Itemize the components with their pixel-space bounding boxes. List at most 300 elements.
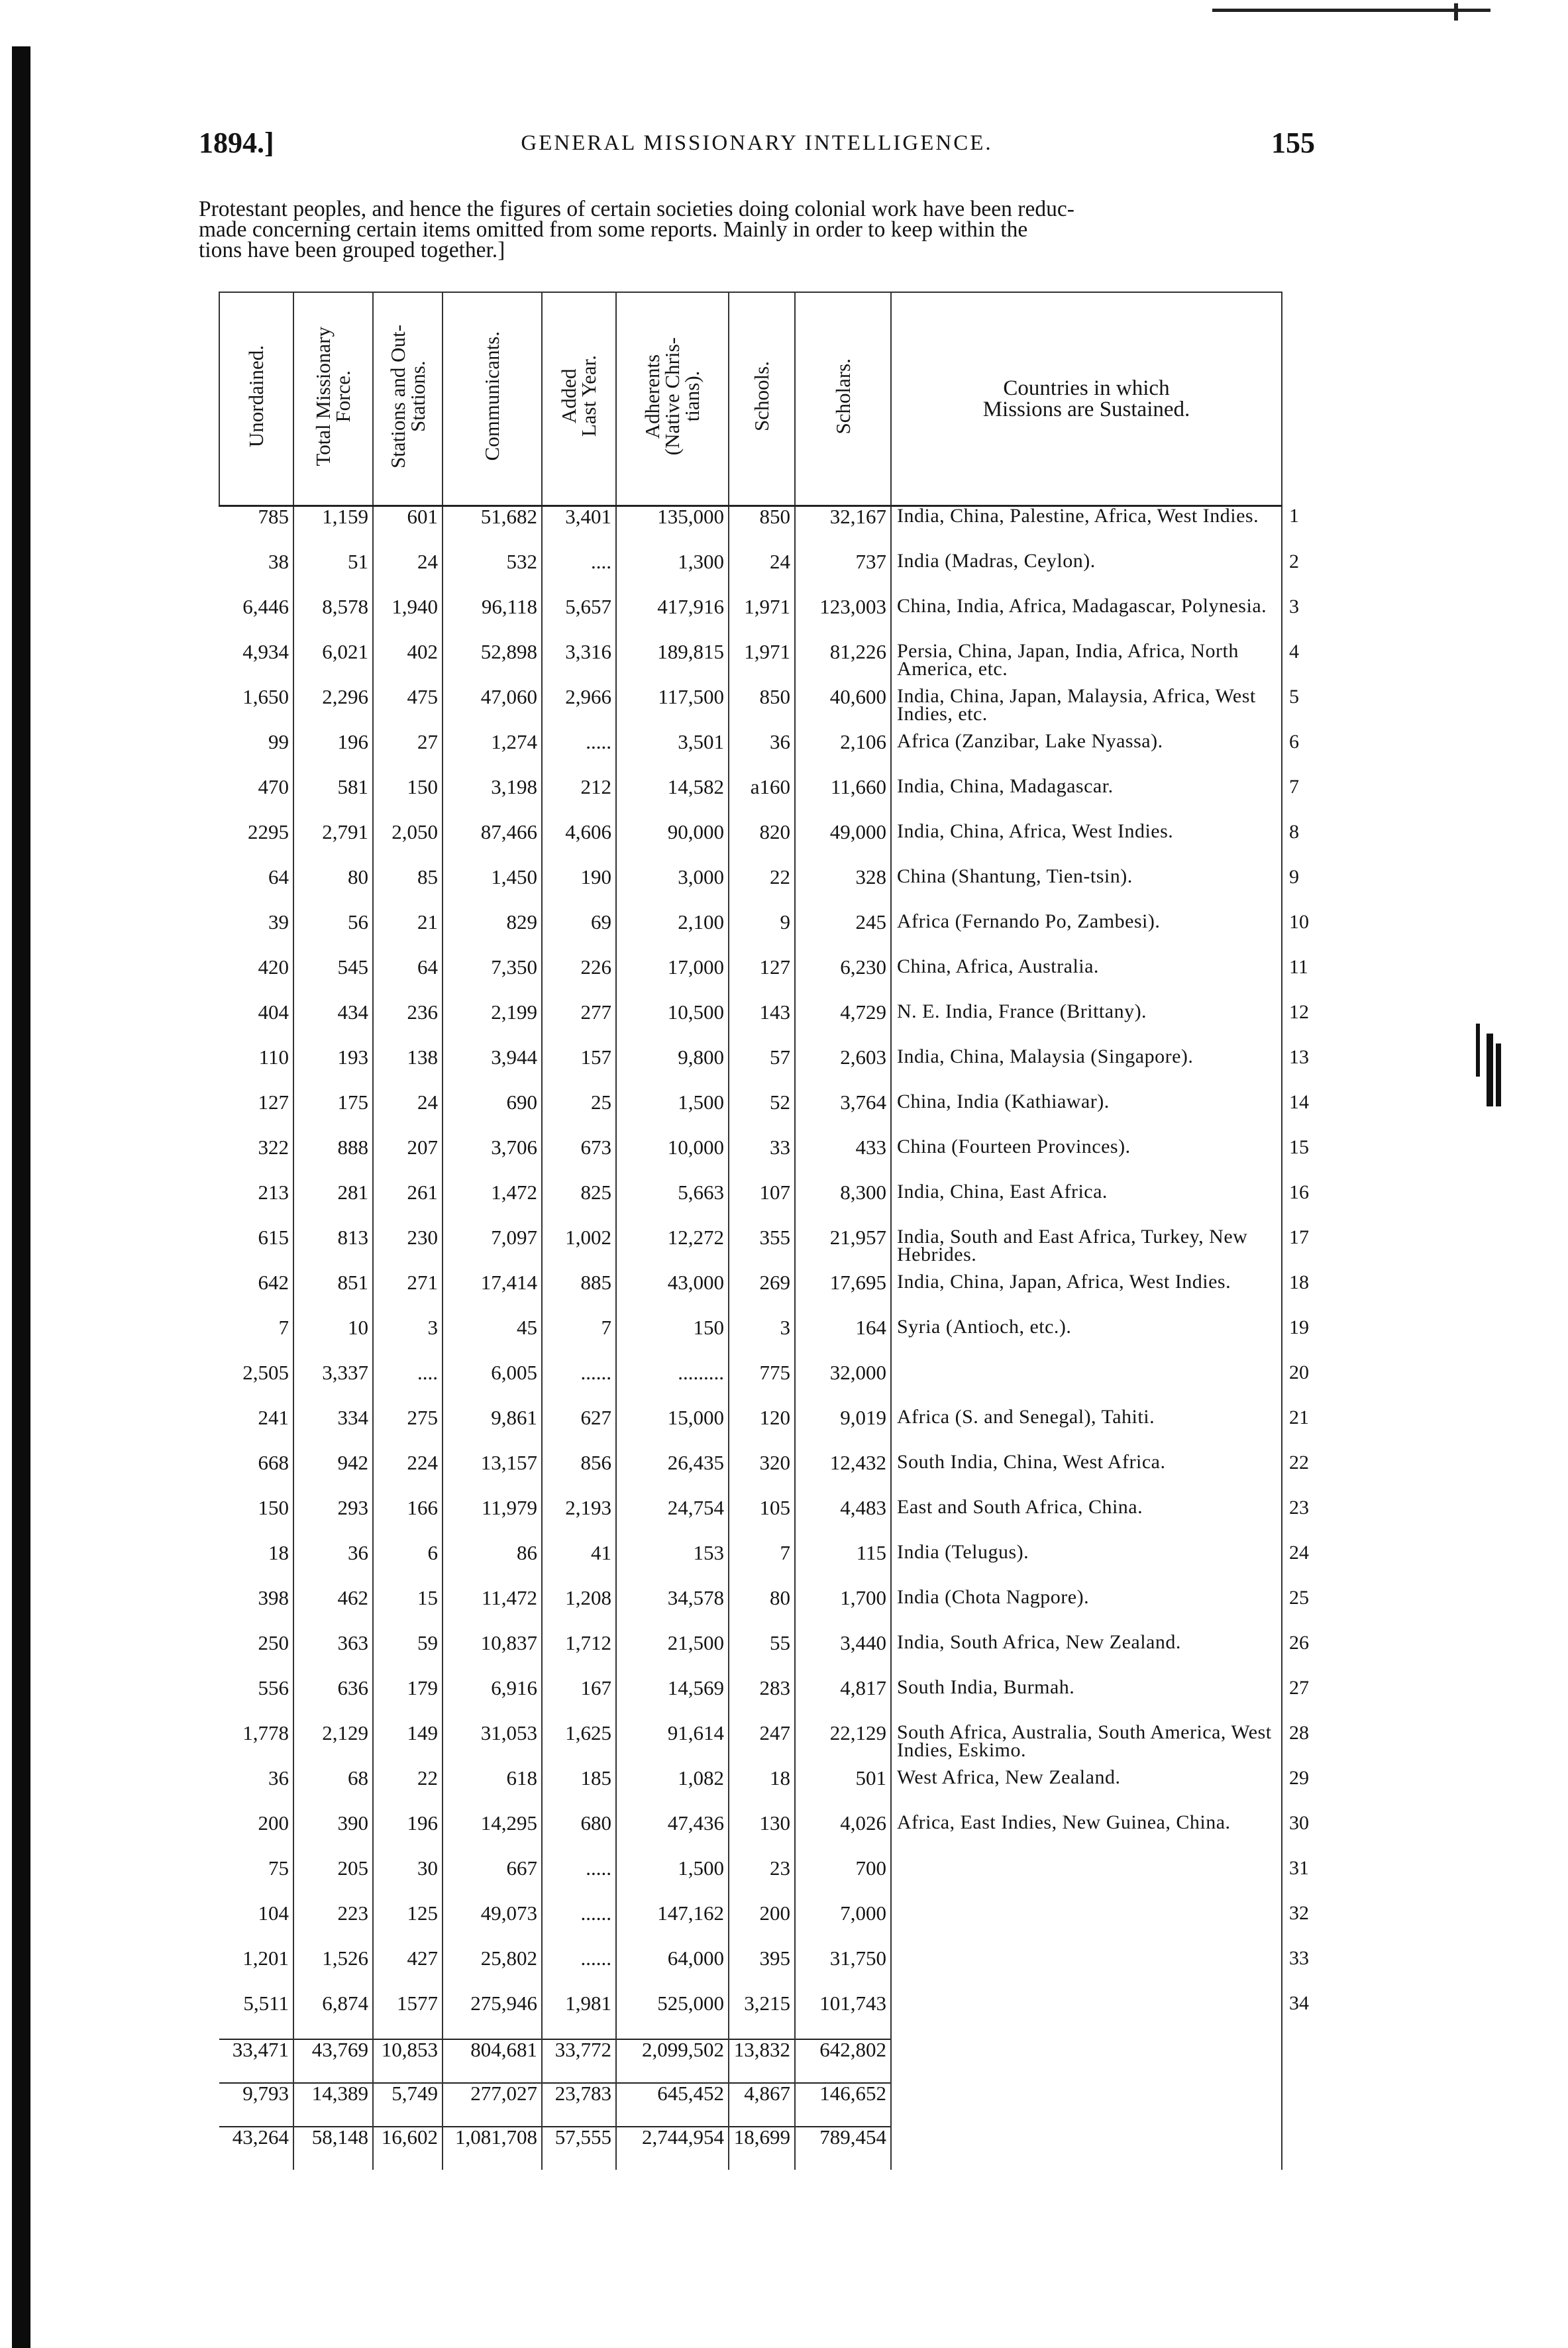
table-row — [219, 687, 1322, 732]
countries-cell: East and South Africa, China. — [891, 1498, 1282, 1543]
table-cell: 21,957 — [795, 1228, 891, 1273]
table-cell: 25,802 — [443, 1948, 542, 1994]
table-cell: 143 — [729, 1002, 795, 1047]
table-cell: 7 — [729, 1543, 795, 1588]
countries-cell: China (Shantung, Tien-tsin). — [891, 867, 1282, 912]
table-cell: 269 — [729, 1273, 795, 1318]
table-row — [219, 777, 1322, 822]
table-cell: 1,082 — [616, 1768, 729, 1813]
total-cell: 9,793 — [219, 2083, 293, 2127]
table-row — [219, 1408, 1322, 1453]
table-cell: 223 — [293, 1903, 373, 1948]
countries-cell: Africa (Fernando Po, Zambesi). — [891, 912, 1282, 957]
table-cell: 27 — [373, 732, 443, 777]
table-cell: 3,401 — [542, 506, 616, 553]
table-cell: 5,663 — [616, 1183, 729, 1228]
table-cell: 75 — [219, 1858, 293, 1903]
table-cell: 420 — [219, 957, 293, 1002]
intro-line: tions have been grouped together.] — [199, 238, 505, 262]
total-cell: 1,081,708 — [443, 2127, 542, 2170]
countries-cell: India (Telugus). — [891, 1543, 1282, 1588]
table-cell: 1,526 — [293, 1948, 373, 1994]
table-cell: 99 — [219, 732, 293, 777]
row-number: 24 — [1289, 1542, 1309, 1564]
table-row — [219, 1723, 1322, 1768]
col-header-schools: Schools. — [729, 292, 795, 506]
table-cell: 328 — [795, 867, 891, 912]
table-cell: 6,230 — [795, 957, 891, 1002]
table-cell: 615 — [219, 1228, 293, 1273]
scan-speck — [1496, 1043, 1501, 1106]
table-cell: 32,167 — [795, 506, 891, 553]
table-cell: 4,026 — [795, 1813, 891, 1858]
table-cell: 737 — [795, 552, 891, 597]
table-cell: 277 — [542, 1002, 616, 1047]
countries-cell: Persia, China, Japan, India, Africa, North America, etc. — [891, 642, 1282, 687]
row-number: 1 — [1289, 504, 1299, 527]
table-cell: 4,483 — [795, 1498, 891, 1543]
table-cell: 3,215 — [729, 1994, 795, 2039]
countries-cell: South Africa, Australia, South America, West Indies, Eskimo. — [891, 1723, 1282, 1768]
table-cell: 6 — [373, 1543, 443, 1588]
table-cell: 9,861 — [443, 1408, 542, 1453]
table-cell: 26,435 — [616, 1453, 729, 1498]
table-row — [219, 506, 1322, 553]
table-cell: 470 — [219, 777, 293, 822]
table-row — [219, 1948, 1322, 1994]
table-cell: 164 — [795, 1318, 891, 1363]
table-cell: 820 — [729, 822, 795, 867]
table-cell: 64,000 — [616, 1948, 729, 1994]
countries-cell — [891, 1363, 1282, 1408]
header-row — [219, 292, 1322, 506]
table-cell: 226 — [542, 957, 616, 1002]
table-cell: 10,500 — [616, 1002, 729, 1047]
table-cell: 856 — [542, 1453, 616, 1498]
table-cell: 17,414 — [443, 1273, 542, 1318]
table-cell: 52 — [729, 1093, 795, 1138]
table-cell: 85 — [373, 867, 443, 912]
table-row — [219, 732, 1322, 777]
table-row — [219, 1588, 1322, 1633]
col-header-stations: Stations and Out- Stations. — [373, 292, 443, 506]
table-cell: 545 — [293, 957, 373, 1002]
row-number: 6 — [1289, 731, 1299, 753]
table-cell: 2,505 — [219, 1363, 293, 1408]
table-cell: 52,898 — [443, 642, 542, 687]
total-cell: 43,264 — [219, 2127, 293, 2170]
row-number: 26 — [1289, 1632, 1309, 1654]
table-cell: 107 — [729, 1183, 795, 1228]
table-cell: 427 — [373, 1948, 443, 1994]
total-cell: 58,148 — [293, 2127, 373, 2170]
table-cell: 556 — [219, 1678, 293, 1723]
table-cell: 4,934 — [219, 642, 293, 687]
table-cell: 2,050 — [373, 822, 443, 867]
countries-cell: India, China, Palestine, Africa, West Indies. — [891, 506, 1282, 553]
table-cell: 4,817 — [795, 1678, 891, 1723]
table-cell: 667 — [443, 1858, 542, 1903]
table-cell: 627 — [542, 1408, 616, 1453]
table-cell: 90,000 — [616, 822, 729, 867]
table-cell: 5,657 — [542, 597, 616, 642]
table-cell: 245 — [795, 912, 891, 957]
total-cell: 23,783 — [542, 2083, 616, 2127]
row-number: 17 — [1289, 1226, 1309, 1248]
table-row — [219, 1498, 1322, 1543]
table-cell: 668 — [219, 1453, 293, 1498]
table-cell: 8,300 — [795, 1183, 891, 1228]
table-cell: 127 — [219, 1093, 293, 1138]
table-cell: 3,000 — [616, 867, 729, 912]
table-cell: 36 — [219, 1768, 293, 1813]
table-cell: 51,682 — [443, 506, 542, 553]
table-cell: 135,000 — [616, 506, 729, 553]
table-cell: 150 — [219, 1498, 293, 1543]
table-cell: 433 — [795, 1138, 891, 1183]
table-row — [219, 642, 1322, 687]
table-cell: 322 — [219, 1138, 293, 1183]
table-cell: 11,472 — [443, 1588, 542, 1633]
table-cell: 7 — [542, 1318, 616, 1363]
total-cell: 789,454 — [795, 2127, 891, 2170]
table-cell: 3 — [373, 1318, 443, 1363]
table-cell: 15,000 — [616, 1408, 729, 1453]
table-cell: 31,053 — [443, 1723, 542, 1768]
countries-cell: India, South Africa, New Zealand. — [891, 1633, 1282, 1678]
table-cell: 96,118 — [443, 597, 542, 642]
table-cell: 417,916 — [616, 597, 729, 642]
table-cell: 55 — [729, 1633, 795, 1678]
table-cell: 6,874 — [293, 1994, 373, 2039]
table-cell: 636 — [293, 1678, 373, 1723]
table-row — [219, 1047, 1322, 1093]
table-cell: 1,500 — [616, 1093, 729, 1138]
table-row — [219, 912, 1322, 957]
table-cell: 87,466 — [443, 822, 542, 867]
table-cell: 101,743 — [795, 1994, 891, 2039]
countries-cell: Africa, East Indies, New Guinea, China. — [891, 1813, 1282, 1858]
table-cell: 275,946 — [443, 1994, 542, 2039]
table-cell: 851 — [293, 1273, 373, 1318]
row-number: 14 — [1289, 1091, 1309, 1113]
table-cell: 785 — [219, 506, 293, 553]
table-cell: 7,350 — [443, 957, 542, 1002]
countries-cell — [891, 1858, 1282, 1903]
table-cell: 475 — [373, 687, 443, 732]
countries-cell: South India, Burmah. — [891, 1678, 1282, 1723]
row-number: 19 — [1289, 1316, 1309, 1338]
table-cell: 21,500 — [616, 1633, 729, 1678]
table-cell: 49,000 — [795, 822, 891, 867]
table-cell: 49,073 — [443, 1903, 542, 1948]
table-cell: 59 — [373, 1633, 443, 1678]
table-row — [219, 1813, 1322, 1858]
table-cell: 2,129 — [293, 1723, 373, 1768]
table-row — [219, 1903, 1322, 1948]
table-cell: 38 — [219, 552, 293, 597]
table-cell: 12,432 — [795, 1453, 891, 1498]
table-cell: ...... — [542, 1948, 616, 1994]
table-cell: 642 — [219, 1273, 293, 1318]
table-cell: 18 — [219, 1543, 293, 1588]
table-cell: 57 — [729, 1047, 795, 1093]
table-cell: 850 — [729, 506, 795, 553]
countries-cell: West Africa, New Zealand. — [891, 1768, 1282, 1813]
table-cell: 532 — [443, 552, 542, 597]
table-cell: 2,193 — [542, 1498, 616, 1543]
countries-cell: India, South and East Africa, Turkey, New Hebrides. — [891, 1228, 1282, 1273]
table-cell: 91,614 — [616, 1723, 729, 1768]
table-cell: 261 — [373, 1183, 443, 1228]
table-cell: 32,000 — [795, 1363, 891, 1408]
table-cell: 14,569 — [616, 1678, 729, 1723]
table-cell: 1,300 — [616, 552, 729, 597]
table-row — [219, 597, 1322, 642]
table-cell: 105 — [729, 1498, 795, 1543]
table-cell: 40,600 — [795, 687, 891, 732]
table-cell: 271 — [373, 1273, 443, 1318]
table-row — [219, 1273, 1322, 1318]
table-cell: 110 — [219, 1047, 293, 1093]
table-cell: 10 — [293, 1318, 373, 1363]
row-number: 16 — [1289, 1181, 1309, 1203]
row-number: 15 — [1289, 1136, 1309, 1158]
countries-cell — [891, 1948, 1282, 1994]
row-number: 5 — [1289, 686, 1299, 708]
table-cell: 5,511 — [219, 1994, 293, 2039]
table-cell: 120 — [729, 1408, 795, 1453]
table-cell: 1,981 — [542, 1994, 616, 2039]
table-cell: 885 — [542, 1273, 616, 1318]
row-number: 2 — [1289, 551, 1299, 572]
table-cell: 150 — [616, 1318, 729, 1363]
table-row — [219, 822, 1322, 867]
table-cell: 30 — [373, 1858, 443, 1903]
table-body — [219, 506, 1322, 2170]
table-cell: 2,791 — [293, 822, 373, 867]
table-cell: 11,979 — [443, 1498, 542, 1543]
table-cell: 167 — [542, 1678, 616, 1723]
table-cell: 175 — [293, 1093, 373, 1138]
table-cell: 24 — [373, 552, 443, 597]
scan-edge-tick — [1454, 3, 1458, 21]
table-cell: 2,106 — [795, 732, 891, 777]
mission-statistics-table — [219, 292, 1322, 2170]
table-cell: 247 — [729, 1723, 795, 1768]
table-row — [219, 1633, 1322, 1678]
table-cell: 690 — [443, 1093, 542, 1138]
countries-cell: N. E. India, France (Brittany). — [891, 1002, 1282, 1047]
table-cell: 293 — [293, 1498, 373, 1543]
table-cell: 190 — [542, 867, 616, 912]
total-cell: 14,389 — [293, 2083, 373, 2127]
table-cell: 81,226 — [795, 642, 891, 687]
countries-cell: India, China, Malaysia (Singapore). — [891, 1047, 1282, 1093]
col-header-communicants: Communicants. — [443, 292, 542, 506]
table-cell: 680 — [542, 1813, 616, 1858]
table-cell: 212 — [542, 777, 616, 822]
col-header-scholars: Scholars. — [795, 292, 891, 506]
table-cell: 24,754 — [616, 1498, 729, 1543]
table-cell: 24 — [729, 552, 795, 597]
empty-cell — [891, 2127, 1282, 2170]
table-cell: 196 — [293, 732, 373, 777]
totals-row — [219, 2083, 1322, 2127]
countries-cell: India, China, Japan, Malaysia, Africa, West Indies, etc. — [891, 687, 1282, 732]
table-cell: 3,706 — [443, 1138, 542, 1183]
table-cell: 149 — [373, 1723, 443, 1768]
row-number: 4 — [1289, 641, 1299, 663]
row-number: 21 — [1289, 1407, 1309, 1428]
col-header-adherents: Adherents (Native Chris- tians). — [616, 292, 729, 506]
table-cell: 404 — [219, 1002, 293, 1047]
totals-row — [219, 2127, 1322, 2170]
table-cell: ..... — [542, 732, 616, 777]
table-cell: 125 — [373, 1903, 443, 1948]
page-year: 1894.] — [199, 127, 274, 159]
table-cell: 207 — [373, 1138, 443, 1183]
table-cell: 189,815 — [616, 642, 729, 687]
page-number: 155 — [1271, 127, 1315, 159]
scan-speck — [1476, 1024, 1480, 1077]
table-cell: 22 — [729, 867, 795, 912]
table-cell: 1,450 — [443, 867, 542, 912]
table-cell: 6,021 — [293, 642, 373, 687]
table-cell: 1,002 — [542, 1228, 616, 1273]
table-cell: 25 — [542, 1093, 616, 1138]
table-cell: 6,916 — [443, 1678, 542, 1723]
table-cell: 402 — [373, 642, 443, 687]
table-cell: 127 — [729, 957, 795, 1002]
table-cell: 17,000 — [616, 957, 729, 1002]
table-cell: 23 — [729, 1858, 795, 1903]
table-cell: 205 — [293, 1858, 373, 1903]
table-cell: 15 — [373, 1588, 443, 1633]
countries-cell: China, India, Africa, Madagascar, Polynesia. — [891, 597, 1282, 642]
table-cell: 1577 — [373, 1994, 443, 2039]
table-row — [219, 1183, 1322, 1228]
table-cell: 4,606 — [542, 822, 616, 867]
table-cell: 942 — [293, 1453, 373, 1498]
table-cell: 700 — [795, 1858, 891, 1903]
empty-cell — [891, 2083, 1282, 2127]
total-cell: 33,772 — [542, 2039, 616, 2083]
table-cell: 138 — [373, 1047, 443, 1093]
row-number: 22 — [1289, 1452, 1309, 1473]
table-cell: 501 — [795, 1768, 891, 1813]
table-cell: ...... — [542, 1903, 616, 1948]
total-cell: 4,867 — [729, 2083, 795, 2127]
table-row — [219, 1138, 1322, 1183]
table-cell: 47,060 — [443, 687, 542, 732]
table-row — [219, 1858, 1322, 1903]
intro-line: made concerning certain items omitted from some reports. Mainly in order to keep within the — [199, 217, 1028, 242]
countries-cell: China (Fourteen Provinces). — [891, 1138, 1282, 1183]
countries-cell: India, China, East Africa. — [891, 1183, 1282, 1228]
row-number: 33 — [1289, 1947, 1309, 1969]
row-number: 10 — [1289, 911, 1309, 933]
table-row — [219, 1994, 1322, 2039]
total-cell: 2,099,502 — [616, 2039, 729, 2083]
table-cell: 250 — [219, 1633, 293, 1678]
empty-cell — [1282, 2039, 1322, 2083]
table-cell: ..... — [542, 1858, 616, 1903]
table-row — [219, 1002, 1322, 1047]
table-cell: 9 — [729, 912, 795, 957]
table-cell: 64 — [373, 957, 443, 1002]
table-row — [219, 1318, 1322, 1363]
table-cell: 3,316 — [542, 642, 616, 687]
table-cell: 601 — [373, 506, 443, 553]
table-cell: 7,000 — [795, 1903, 891, 1948]
table-cell: 390 — [293, 1813, 373, 1858]
total-cell: 146,652 — [795, 2083, 891, 2127]
table-cell: 166 — [373, 1498, 443, 1543]
table-cell: 320 — [729, 1453, 795, 1498]
table-cell: 200 — [729, 1903, 795, 1948]
table-cell: 69 — [542, 912, 616, 957]
table-cell: 1,159 — [293, 506, 373, 553]
table-cell: 1,625 — [542, 1723, 616, 1768]
table-cell: 196 — [373, 1813, 443, 1858]
table-cell: 185 — [542, 1768, 616, 1813]
table-cell: 150 — [373, 777, 443, 822]
table-cell: 2,296 — [293, 687, 373, 732]
table-cell: 14,295 — [443, 1813, 542, 1858]
row-number: 20 — [1289, 1361, 1309, 1383]
table-cell: ...... — [542, 1363, 616, 1408]
col-header-total-force: Total Missionary Force. — [293, 292, 373, 506]
table-cell: 56 — [293, 912, 373, 957]
table-cell: 395 — [729, 1948, 795, 1994]
table-cell: 1,700 — [795, 1588, 891, 1633]
row-number: 9 — [1289, 866, 1299, 888]
table-cell: 36 — [293, 1543, 373, 1588]
table-cell: 775 — [729, 1363, 795, 1408]
intro-line: Protestant peoples, and hence the figures of certain societies doing colonial work have been reduc- — [199, 197, 1074, 221]
table-cell: 850 — [729, 687, 795, 732]
table-cell: 283 — [729, 1678, 795, 1723]
total-cell: 43,769 — [293, 2039, 373, 2083]
countries-cell — [891, 1903, 1282, 1948]
table-cell: 1,778 — [219, 1723, 293, 1768]
table-cell: 147,162 — [616, 1903, 729, 1948]
table-row — [219, 957, 1322, 1002]
table-row — [219, 1768, 1322, 1813]
table-cell: 41 — [542, 1543, 616, 1588]
table-cell: 224 — [373, 1453, 443, 1498]
table-cell: 21 — [373, 912, 443, 957]
table-cell: 2,966 — [542, 687, 616, 732]
total-cell: 57,555 — [542, 2127, 616, 2170]
empty-cell — [1282, 2127, 1322, 2170]
row-number: 13 — [1289, 1046, 1309, 1068]
table-cell: 275 — [373, 1408, 443, 1453]
row-number: 25 — [1289, 1587, 1309, 1609]
row-number: 34 — [1289, 1992, 1309, 2014]
row-number: 12 — [1289, 1001, 1309, 1023]
table-cell: 115 — [795, 1543, 891, 1588]
countries-cell — [891, 1994, 1282, 2039]
table-row — [219, 1363, 1322, 1408]
countries-cell: India (Madras, Ceylon). — [891, 552, 1282, 597]
col-header-unordained: Unordained. — [219, 292, 293, 506]
table-cell: .... — [373, 1363, 443, 1408]
total-cell: 18,699 — [729, 2127, 795, 2170]
row-number: 28 — [1289, 1722, 1309, 1744]
running-head — [199, 126, 1315, 166]
